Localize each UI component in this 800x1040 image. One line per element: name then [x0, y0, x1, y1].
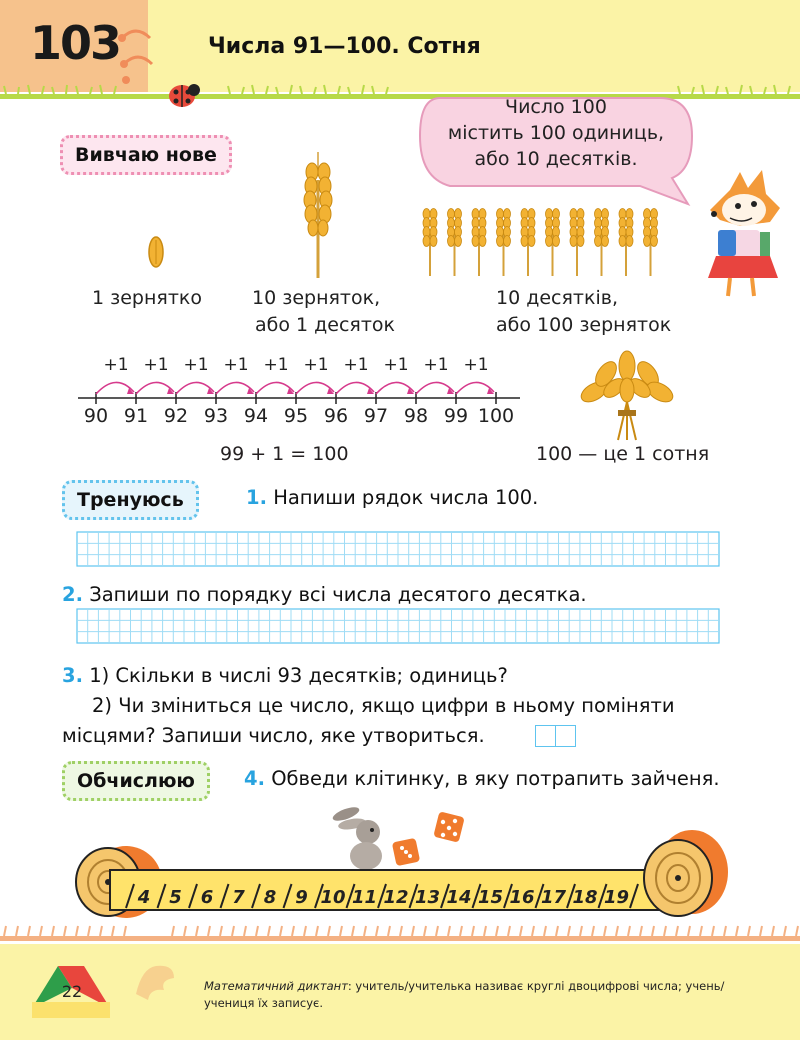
speech-line: містить 100 одиниць,	[447, 122, 665, 144]
number-line-label: 96	[323, 405, 349, 427]
ears-label-line1: 10 десятків,	[496, 287, 618, 309]
task-4-text: Обведи клітинку, в яку потрапить зайченя.	[271, 767, 720, 790]
sticker-learn-new: Вивчаю нове	[60, 135, 232, 175]
number-line-step: +1	[303, 355, 329, 375]
small-wheat-ear	[448, 209, 462, 277]
ribbon-cell-number: 7	[232, 887, 245, 908]
task-3-number: 3.	[62, 664, 83, 687]
ears-label-line2: або 100 зерняток	[496, 314, 672, 336]
sticker-train: Тренуюсь	[62, 480, 199, 520]
wheat-sheaf-icon	[574, 350, 680, 442]
grain-label: 1 зернятко	[92, 287, 203, 309]
grain-icon	[144, 234, 168, 270]
number-line	[76, 350, 526, 430]
number-line-label: 92	[163, 405, 189, 427]
number-line-label: 97	[363, 405, 389, 427]
ribbon-cell[interactable]	[567, 884, 598, 908]
number-line-step: +1	[263, 355, 289, 375]
task-4-number: 4.	[244, 767, 265, 790]
footnote-emphasis: Математичний диктант	[204, 979, 348, 993]
ribbon-cell[interactable]	[410, 884, 441, 908]
ribbon-cell-number: 6	[200, 887, 214, 908]
lesson-number: 103	[30, 16, 121, 70]
ribbon-cell-number: 8	[263, 887, 277, 908]
writing-grid-1[interactable]	[76, 530, 722, 568]
ribbon-cell[interactable]	[315, 884, 346, 908]
number-line-label: 100	[477, 405, 515, 427]
ribbon-cell[interactable]	[441, 884, 472, 908]
task-3-line1	[62, 661, 508, 691]
ribbon-cell-number: 12	[383, 887, 409, 908]
ladybug-icon	[164, 78, 204, 110]
number-line-step: +1	[223, 355, 249, 375]
task-1-text: Напиши рядок числа 100.	[273, 486, 539, 509]
ribbon-cell-number: 5	[169, 887, 182, 908]
number-line-step: +1	[423, 355, 449, 375]
number-line-step: +1	[143, 355, 169, 375]
ten-wheat-ears-icon	[418, 206, 670, 278]
task-1-number: 1.	[246, 486, 267, 509]
task-3-text-1: 1) Скільки в числі 93 десятків; одиниць?	[89, 664, 508, 687]
number-ribbon	[74, 826, 728, 922]
ribbon-cell-number: 4	[137, 887, 151, 908]
page-number: 22	[61, 982, 83, 1001]
number-line-label: 95	[283, 405, 309, 427]
small-wheat-ear	[497, 209, 511, 277]
ear-label-line1: 10 зерняток,	[252, 287, 381, 309]
small-wheat-ear	[472, 209, 486, 277]
ribbon-cell-number: 13	[414, 887, 441, 908]
number-line-label: 91	[123, 405, 149, 427]
number-line-step: +1	[183, 355, 209, 375]
wheat-ear-icon	[296, 150, 340, 280]
answer-cell-tens[interactable]	[535, 725, 556, 747]
number-line-step: +1	[343, 355, 369, 375]
ribbon-cell-number: 18	[572, 887, 598, 908]
equation: 99 + 1 = 100	[220, 443, 349, 465]
grass-divider-bottom	[0, 924, 800, 948]
small-wheat-ear	[644, 209, 658, 277]
number-line-label: 93	[203, 405, 229, 427]
ribbon-cell-number: 16	[509, 887, 535, 908]
number-line-label: 90	[83, 405, 109, 427]
number-line-step: +1	[103, 355, 129, 375]
ribbon-cell-number: 17	[540, 887, 567, 908]
answer-cell-units[interactable]	[555, 725, 576, 747]
ribbon-cell[interactable]	[378, 884, 409, 908]
speech-line: або 10 десятків.	[474, 148, 638, 170]
ribbon-cell-number: 11	[351, 887, 378, 908]
task-2	[62, 580, 587, 610]
ribbon-cell-number: 9	[295, 887, 308, 908]
task-3-line2: 2) Чи зміниться це число, якщо цифри в ньому поміняти	[92, 694, 675, 717]
hundred-caption: 100 — це 1 сотня	[536, 443, 710, 465]
speech-line: Число 100	[505, 96, 607, 118]
task-2-number: 2.	[62, 583, 83, 606]
task-4	[244, 764, 720, 794]
ribbon-cell[interactable]	[599, 884, 630, 908]
number-line-step: +1	[463, 355, 489, 375]
ribbon-cell[interactable]	[473, 884, 504, 908]
ribbon-cell[interactable]	[536, 884, 567, 908]
speech-text	[426, 94, 686, 172]
number-line-label: 94	[243, 405, 269, 427]
small-wheat-ear	[423, 209, 437, 277]
number-line-label: 98	[403, 405, 429, 427]
ribbon-cell[interactable]	[347, 884, 378, 908]
ribbon-cell-number: 19	[603, 887, 630, 908]
page-title: Числа 91—100. Сотня	[208, 34, 481, 59]
fox-character	[700, 160, 790, 300]
writing-grid-2[interactable]	[76, 607, 722, 645]
ribbon-cell-number: 14	[446, 887, 472, 908]
footnote	[204, 978, 764, 1012]
small-wheat-ear	[619, 209, 633, 277]
small-wheat-ear	[521, 209, 535, 277]
task-2-text: Запиши по порядку всі числа десятого десятка.	[89, 583, 587, 606]
leaf-icon	[130, 960, 180, 1004]
number-line-step: +1	[383, 355, 409, 375]
ear-label-line2: або 1 десяток	[255, 314, 396, 336]
task-3-line3: місцями? Запиши число, яке утвориться.	[62, 724, 485, 747]
sticker-calculate: Обчислюю	[62, 761, 210, 801]
ribbon-cell-number: 10	[320, 887, 346, 908]
small-wheat-ear	[595, 209, 609, 277]
ribbon-cell-number: 15	[477, 887, 504, 908]
number-line-label: 99	[443, 405, 469, 427]
footnote-text: : учитель/учителька називає круглі двоцифрові числа; учень/учениця їх записує.	[204, 979, 725, 1010]
small-wheat-ear	[546, 209, 560, 277]
small-wheat-ear	[570, 209, 584, 277]
answer-boxes[interactable]	[535, 725, 577, 747]
task-1	[246, 483, 538, 513]
ribbon-cell[interactable]	[504, 884, 535, 908]
